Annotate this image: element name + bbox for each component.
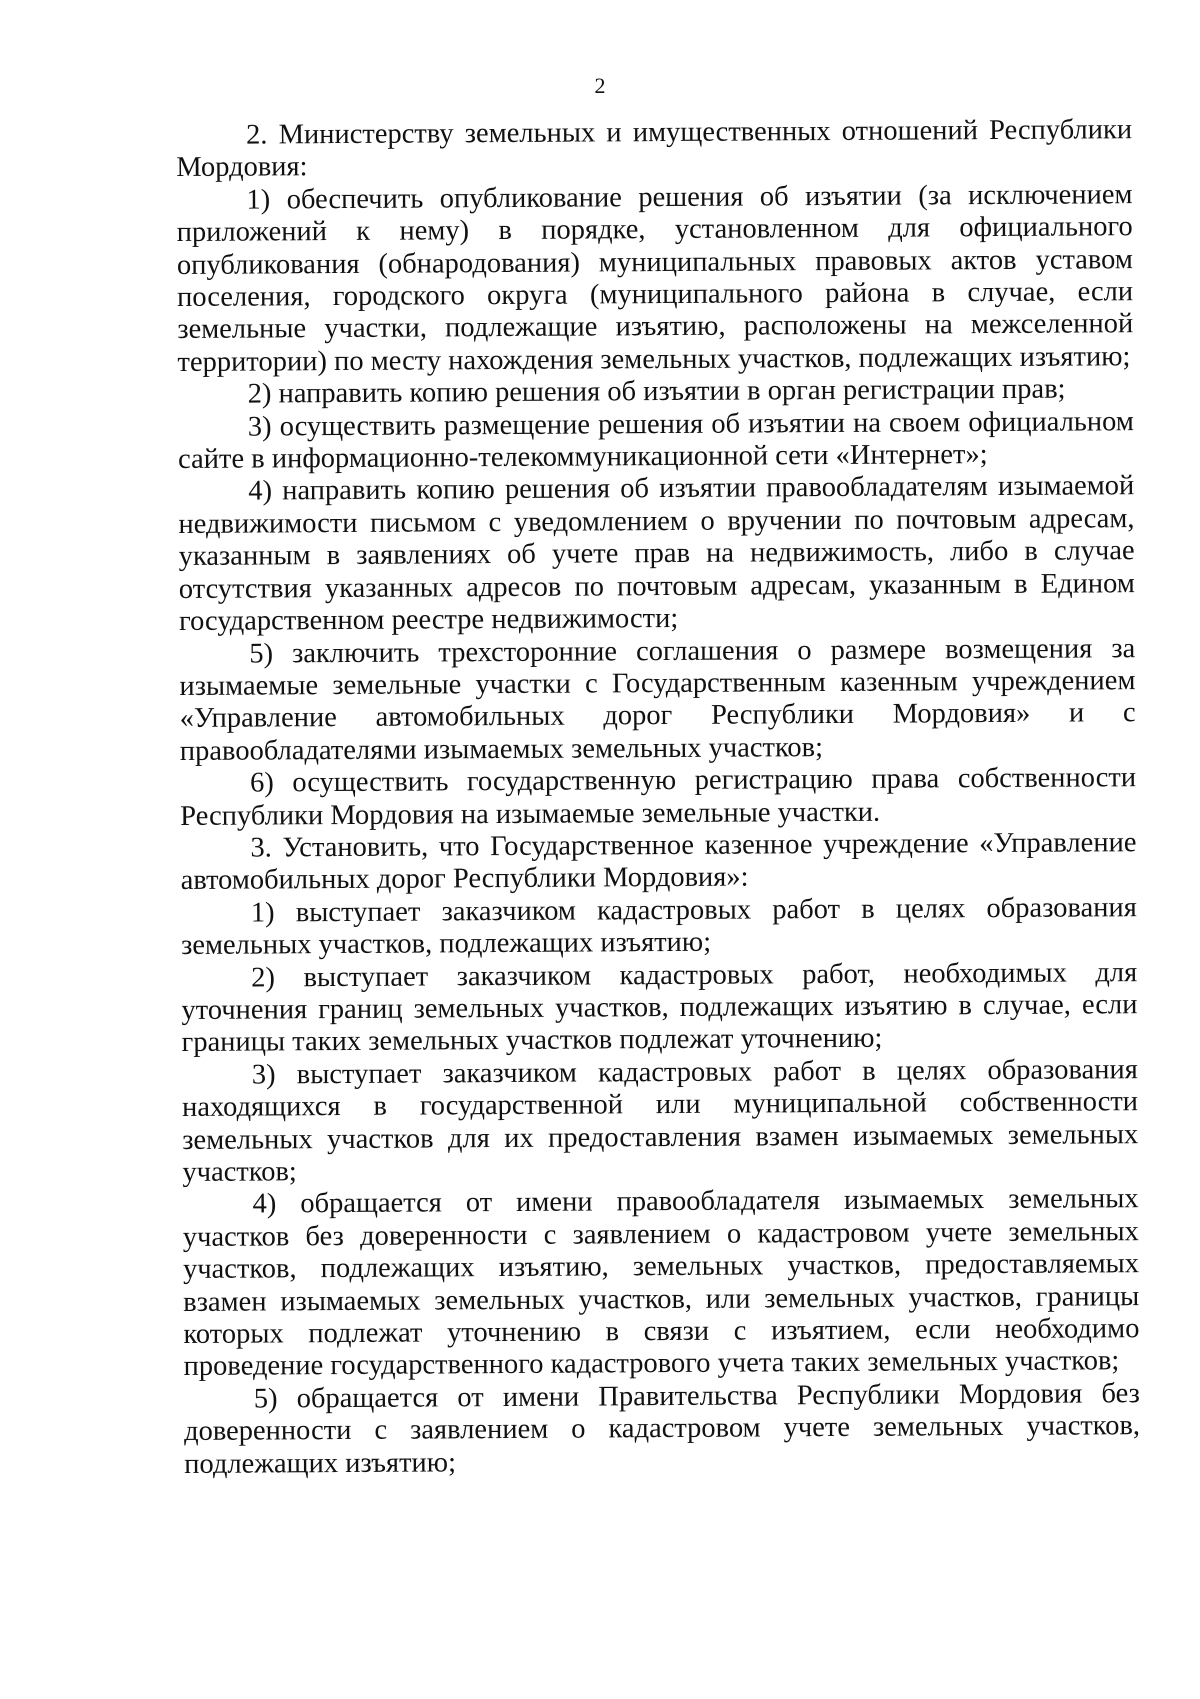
paragraph-2-5-agreements: 5) заключить трехсторонние соглашения о размере возмещения за изымаемые земельные участки с Государственным казенным учреждением «Управление автомобильных дорог Республики Мордовия» и с правообладателями изымаемых земельных участков; bbox=[179, 632, 1136, 767]
paragraph-2-2-registration-copy: 2) направить копию решения об изъятии в орган регистрации прав; bbox=[247, 373, 1066, 410]
paragraph-3-1-cadastral-works: 1) выступает заказчиком кадастровых работ в целях образования земельных участков, подлежащих изъятию; bbox=[180, 891, 1137, 962]
page-number: 2 bbox=[594, 73, 606, 98]
paragraph-2-6-state-registration: 6) осуществить государственную регистрацию права собственности Республики Мордовия на изымаемые земельные участки. bbox=[180, 762, 1137, 832]
paragraph-2-1-publication: 1) обеспечить опубликование решения об изъятии (за исключением приложений к нему) в порядке, установленном для официального опубликования (обнародования) муниципальных правовых актов уставом поселения, городского округа (муниципального района в случае, если земельные участки, подлежащие изъятию, расположены на межселенной территории) по месту нахождения земельных участков, подлежащих изъятию; bbox=[176, 178, 1134, 378]
paragraph-3-5-government-application: 5) обращается от имени Правительства Республики Мордовия без доверенности с заявлением о кадастровом учете земельных участков, подлежащих изъятию; bbox=[183, 1377, 1141, 1480]
paragraph-2-ministry: 2. Министерству земельных и имущественных отношений Республики Мордовия: bbox=[176, 114, 1133, 184]
paragraph-2-4-notify-owners: 4) направить копию решения об изъятии правообладателям изымаемой недвижимости письмом с уведомлением о вручении по почтовым адресам, указанным в заявлениях об учете прав на недвижимость, либо в случае отсутствия указанных адресов по почтовым адресам, указанным в Едином государственном реестре недвижимости; bbox=[178, 470, 1135, 638]
paragraph-3-4-owner-application: 4) обращается от имени правообладателя изымаемых земельных участков без доверенности с заявлением о кадастровом учете земельных участков, подлежащих изъятию, земельных участков, предоставляемых взамен изымаемых земельных участков, или земельных участков, границы которых подлежат уточнению в связи с изъятием, если необходимо проведение государственного кадастрового учета таких земельных участков; bbox=[182, 1183, 1140, 1383]
paragraph-3-2-boundary-clarification: 2) выступает заказчиком кадастровых работ, необходимых для уточнения границ земельных участков, подлежащих изъятию в случае, если границы таких земельных участков подлежат уточнению; bbox=[181, 956, 1138, 1059]
document-body bbox=[176, 114, 1140, 1481]
paragraph-3-3-replacement-plots: 3) выступает заказчиком кадастровых работ в целях образования находящихся в государственной или муниципальной собственности земельных участков для их предоставления взамен изымаемых земельных участков; bbox=[181, 1053, 1139, 1188]
paragraph-2-3-website: 3) осуществить размещение решения об изъятии на своем официальном сайте в информационно-телекоммуникационной сети «Интернет»; bbox=[177, 405, 1134, 476]
paragraph-3-roads-agency: 3. Установить, что Государственное казенное учреждение «Управление автомобильных дорог Республики Мордовия»: bbox=[180, 827, 1137, 897]
